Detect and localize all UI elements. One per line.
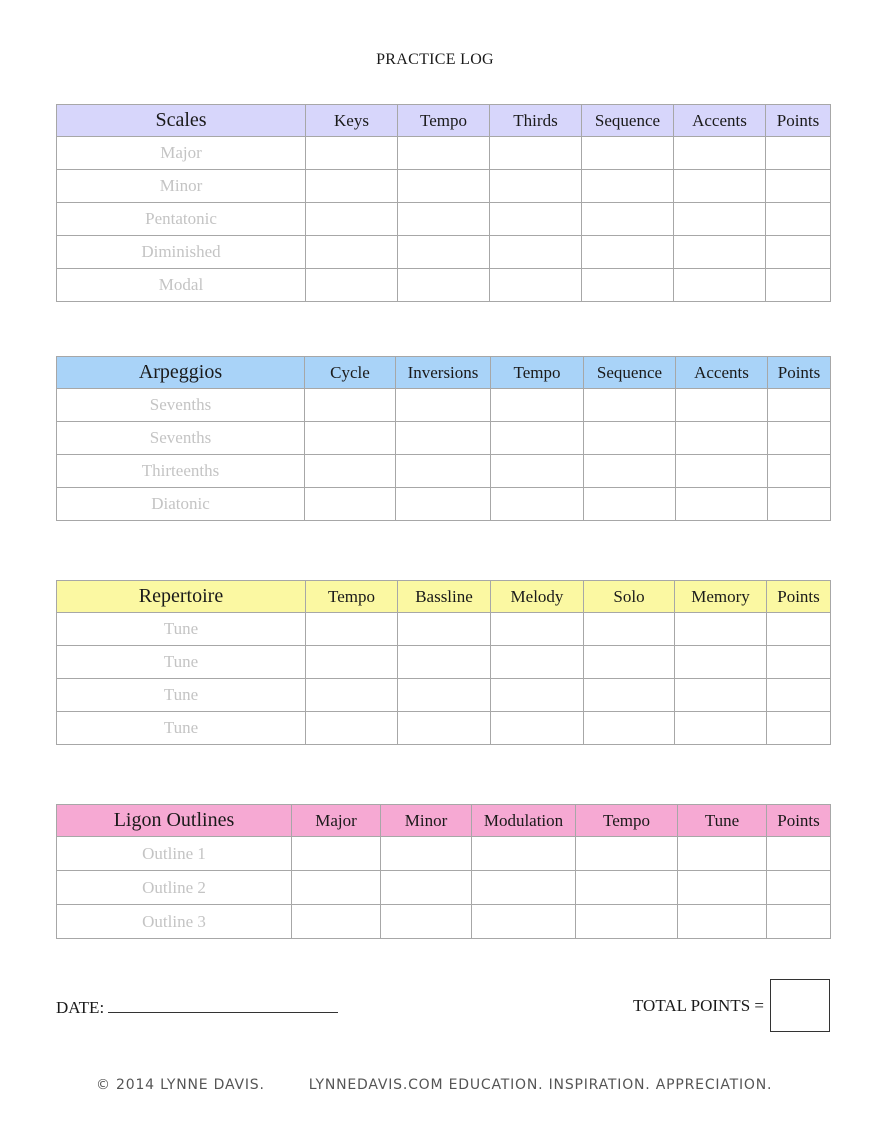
scales-col-thirds: Thirds — [490, 105, 582, 137]
points-cell[interactable] — [767, 871, 831, 905]
table-row — [57, 905, 831, 939]
points-cell[interactable] — [767, 613, 831, 646]
entry-cell[interactable] — [676, 488, 768, 521]
entry-cell[interactable] — [490, 236, 582, 269]
scales-col-accents: Accents — [674, 105, 766, 137]
ligon-header-row — [57, 805, 831, 837]
entry-cell[interactable] — [584, 679, 675, 712]
entry-cell[interactable] — [674, 236, 766, 269]
entry-cell[interactable] — [678, 871, 767, 905]
entry-cell[interactable] — [490, 137, 582, 170]
entry-cell[interactable] — [675, 679, 767, 712]
entry-cell[interactable] — [305, 422, 396, 455]
repertoire-col-bassline: Bassline — [398, 581, 491, 613]
entry-cell[interactable] — [306, 269, 398, 302]
entry-cell[interactable] — [306, 679, 398, 712]
row-label: Outline 1 — [57, 837, 292, 871]
arpeggios-col-sequence: Sequence — [584, 357, 676, 389]
row-label: Tune — [57, 712, 306, 745]
scales-section-title: Scales — [57, 105, 306, 137]
entry-cell[interactable] — [398, 137, 490, 170]
entry-cell[interactable] — [582, 137, 674, 170]
entry-cell[interactable] — [306, 613, 398, 646]
entry-cell[interactable] — [674, 170, 766, 203]
row-label: Outline 3 — [57, 905, 292, 939]
entry-cell[interactable] — [398, 269, 490, 302]
arpeggios-col-points: Points — [768, 357, 831, 389]
table-row — [57, 488, 831, 521]
entry-cell[interactable] — [582, 269, 674, 302]
points-cell[interactable] — [768, 422, 831, 455]
table-row — [57, 679, 831, 712]
entry-cell[interactable] — [491, 389, 584, 422]
entry-cell[interactable] — [582, 203, 674, 236]
arpeggios-col-accents: Accents — [676, 357, 768, 389]
row-label: Tune — [57, 613, 306, 646]
points-cell[interactable] — [767, 646, 831, 679]
row-label: Sevenths — [57, 389, 305, 422]
points-cell[interactable] — [766, 236, 831, 269]
entry-cell[interactable] — [576, 837, 678, 871]
row-label: Tune — [57, 646, 306, 679]
entry-cell[interactable] — [472, 905, 576, 939]
table-row — [57, 422, 831, 455]
entry-cell[interactable] — [576, 871, 678, 905]
page-title: PRACTICE LOG — [376, 51, 494, 68]
repertoire-col-tempo: Tempo — [306, 581, 398, 613]
entry-cell[interactable] — [398, 613, 491, 646]
arpeggios-col-tempo: Tempo — [491, 357, 584, 389]
entry-cell[interactable] — [398, 679, 491, 712]
table-row — [57, 137, 831, 170]
entry-cell[interactable] — [490, 170, 582, 203]
entry-cell[interactable] — [582, 170, 674, 203]
row-label: Pentatonic — [57, 203, 306, 236]
entry-cell[interactable] — [584, 613, 675, 646]
entry-cell[interactable] — [584, 389, 676, 422]
arpeggios-col-inversions: Inversions — [396, 357, 491, 389]
points-cell[interactable] — [766, 269, 831, 302]
entry-cell[interactable] — [381, 905, 472, 939]
entry-cell[interactable] — [398, 236, 490, 269]
points-cell[interactable] — [767, 712, 831, 745]
entry-cell[interactable] — [491, 679, 584, 712]
row-label: Outline 2 — [57, 871, 292, 905]
entry-cell[interactable] — [491, 712, 584, 745]
entry-cell[interactable] — [490, 203, 582, 236]
points-cell[interactable] — [767, 905, 831, 939]
footer — [96, 1077, 772, 1093]
table-row — [57, 170, 831, 203]
entry-cell[interactable] — [491, 422, 584, 455]
entry-cell[interactable] — [584, 646, 675, 679]
entry-cell[interactable] — [305, 488, 396, 521]
table-row — [57, 613, 831, 646]
site-tagline: LYNNEDAVIS.COM EDUCATION. INSPIRATION. APPRECIATION. — [308, 1077, 773, 1093]
total-points-label: TOTAL POINTS = — [632, 995, 764, 1015]
points-cell[interactable] — [768, 389, 831, 422]
entry-cell[interactable] — [584, 455, 676, 488]
points-cell[interactable] — [766, 137, 831, 170]
entry-cell[interactable] — [305, 389, 396, 422]
row-label: Tune — [57, 679, 306, 712]
repertoire-section-title: Repertoire — [57, 581, 306, 613]
entry-cell[interactable] — [396, 389, 491, 422]
entry-cell[interactable] — [676, 389, 768, 422]
date-input-line[interactable] — [108, 996, 338, 1013]
arpeggios-header-row — [57, 357, 831, 389]
total-points — [633, 979, 830, 1032]
entry-cell[interactable] — [306, 137, 398, 170]
entry-cell[interactable] — [676, 455, 768, 488]
table-row — [57, 871, 831, 905]
row-label: Thirteenths — [57, 455, 305, 488]
ligon-section-title: Ligon Outlines — [57, 805, 292, 837]
scales-col-points: Points — [766, 105, 831, 137]
date-label: DATE: — [56, 998, 105, 1017]
entry-cell[interactable] — [398, 170, 490, 203]
entry-cell[interactable] — [674, 137, 766, 170]
ligon-col-minor: Minor — [381, 805, 472, 837]
table-row — [57, 269, 831, 302]
table-row — [57, 455, 831, 488]
entry-cell[interactable] — [678, 905, 767, 939]
entry-cell[interactable] — [292, 837, 381, 871]
entry-cell[interactable] — [675, 613, 767, 646]
scales-col-keys: Keys — [306, 105, 398, 137]
entry-cell[interactable] — [582, 236, 674, 269]
ligon-col-modulation: Modulation — [472, 805, 576, 837]
points-cell[interactable] — [768, 455, 831, 488]
row-label: Major — [57, 137, 306, 170]
repertoire-col-solo: Solo — [584, 581, 675, 613]
entry-cell[interactable] — [584, 488, 676, 521]
points-cell[interactable] — [768, 488, 831, 521]
table-row — [57, 236, 831, 269]
ligon-col-major: Major — [292, 805, 381, 837]
entry-cell[interactable] — [396, 422, 491, 455]
entry-cell[interactable] — [292, 871, 381, 905]
entry-cell[interactable] — [678, 837, 767, 871]
points-cell[interactable] — [766, 203, 831, 236]
ligon-col-tune: Tune — [678, 805, 767, 837]
repertoire-col-memory: Memory — [675, 581, 767, 613]
row-label: Diminished — [57, 236, 306, 269]
entry-cell[interactable] — [306, 236, 398, 269]
repertoire-col-points: Points — [767, 581, 831, 613]
entry-cell[interactable] — [576, 905, 678, 939]
entry-cell[interactable] — [396, 455, 491, 488]
entry-cell[interactable] — [675, 712, 767, 745]
entry-cell[interactable] — [675, 646, 767, 679]
repertoire-col-melody: Melody — [491, 581, 584, 613]
entry-cell[interactable] — [472, 871, 576, 905]
table-row — [57, 712, 831, 745]
table-row — [57, 203, 831, 236]
total-points-box[interactable] — [770, 979, 830, 1032]
row-label: Diatonic — [57, 488, 305, 521]
scales-col-sequence: Sequence — [582, 105, 674, 137]
entry-cell[interactable] — [491, 646, 584, 679]
ligon-col-tempo: Tempo — [576, 805, 678, 837]
entry-cell[interactable] — [674, 269, 766, 302]
scales-header-row — [57, 105, 831, 137]
entry-cell[interactable] — [306, 170, 398, 203]
entry-cell[interactable] — [491, 488, 584, 521]
date-field — [56, 996, 338, 1018]
entry-cell[interactable] — [491, 613, 584, 646]
entry-cell[interactable] — [396, 488, 491, 521]
entry-cell[interactable] — [676, 422, 768, 455]
entry-cell[interactable] — [472, 837, 576, 871]
table-row — [57, 646, 831, 679]
arpeggios-section-title: Arpeggios — [57, 357, 305, 389]
entry-cell[interactable] — [305, 455, 396, 488]
entry-cell[interactable] — [398, 646, 491, 679]
scales-col-tempo: Tempo — [398, 105, 490, 137]
scales-table — [56, 104, 831, 302]
points-cell[interactable] — [767, 837, 831, 871]
ligon-col-points: Points — [767, 805, 831, 837]
repertoire-table — [56, 580, 831, 745]
entry-cell[interactable] — [491, 455, 584, 488]
entry-cell[interactable] — [306, 203, 398, 236]
copyright-text: © 2014 LYNNE DAVIS. — [96, 1077, 265, 1093]
table-row — [57, 837, 831, 871]
entry-cell[interactable] — [381, 837, 472, 871]
entry-cell[interactable] — [306, 712, 398, 745]
entry-cell[interactable] — [584, 712, 675, 745]
repertoire-header-row — [57, 581, 831, 613]
arpeggios-table — [56, 356, 831, 521]
row-label: Sevenths — [57, 422, 305, 455]
entry-cell[interactable] — [584, 422, 676, 455]
table-row — [57, 389, 831, 422]
entry-cell[interactable] — [398, 203, 490, 236]
entry-cell[interactable] — [292, 905, 381, 939]
entry-cell[interactable] — [490, 269, 582, 302]
points-cell[interactable] — [766, 170, 831, 203]
points-cell[interactable] — [767, 679, 831, 712]
entry-cell[interactable] — [306, 646, 398, 679]
entry-cell[interactable] — [381, 871, 472, 905]
entry-cell[interactable] — [674, 203, 766, 236]
ligon-outlines-table — [56, 804, 831, 939]
entry-cell[interactable] — [398, 712, 491, 745]
row-label: Minor — [57, 170, 306, 203]
arpeggios-col-cycle: Cycle — [305, 357, 396, 389]
row-label: Modal — [57, 269, 306, 302]
